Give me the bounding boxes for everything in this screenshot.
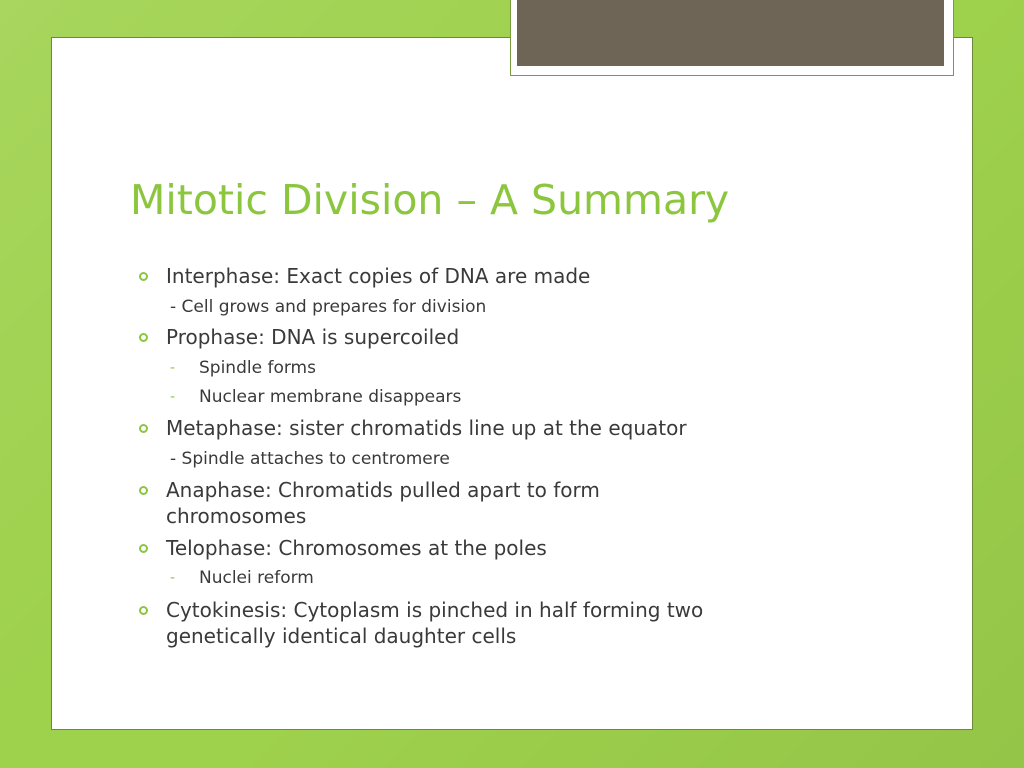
bullet-marker-icon bbox=[139, 544, 148, 553]
accent-block bbox=[517, 0, 944, 66]
bullet-telophase: Telophase: Chromosomes at the poles bbox=[166, 536, 547, 560]
bullet-anaphase: Anaphase: Chromatids pulled apart to form bbox=[166, 478, 600, 502]
bullet-marker-icon bbox=[139, 333, 148, 342]
bullet-marker-icon bbox=[139, 486, 148, 495]
sub-item-nuclear-membrane: Nuclear membrane disappears bbox=[199, 387, 462, 407]
bullet-cytokinesis-continued: genetically identical daughter cells bbox=[166, 624, 517, 648]
sub-dash-icon: - bbox=[170, 570, 176, 586]
bullet-metaphase: Metaphase: sister chromatids line up at the equator bbox=[166, 416, 687, 440]
sub-item-metaphase: - Spindle attaches to centromere bbox=[170, 449, 450, 469]
sub-item-nuclei-reform: Nuclei reform bbox=[199, 568, 314, 588]
slide-title: Mitotic Division – A Summary bbox=[130, 176, 730, 224]
bullet-marker-icon bbox=[139, 424, 148, 433]
sub-dash-icon: - bbox=[170, 389, 176, 405]
sub-item-interphase: - Cell grows and prepares for division bbox=[170, 297, 487, 317]
sub-item-spindle-forms: Spindle forms bbox=[199, 358, 316, 378]
bullet-cytokinesis: Cytokinesis: Cytoplasm is pinched in half forming two bbox=[166, 598, 704, 622]
bullet-prophase: Prophase: DNA is supercoiled bbox=[166, 325, 460, 349]
sub-dash-icon: - bbox=[170, 360, 176, 376]
bullet-anaphase-continued: chromosomes bbox=[166, 504, 307, 528]
bullet-interphase: Interphase: Exact copies of DNA are made bbox=[166, 264, 591, 288]
bullet-marker-icon bbox=[139, 606, 148, 615]
bullet-marker-icon bbox=[139, 272, 148, 281]
